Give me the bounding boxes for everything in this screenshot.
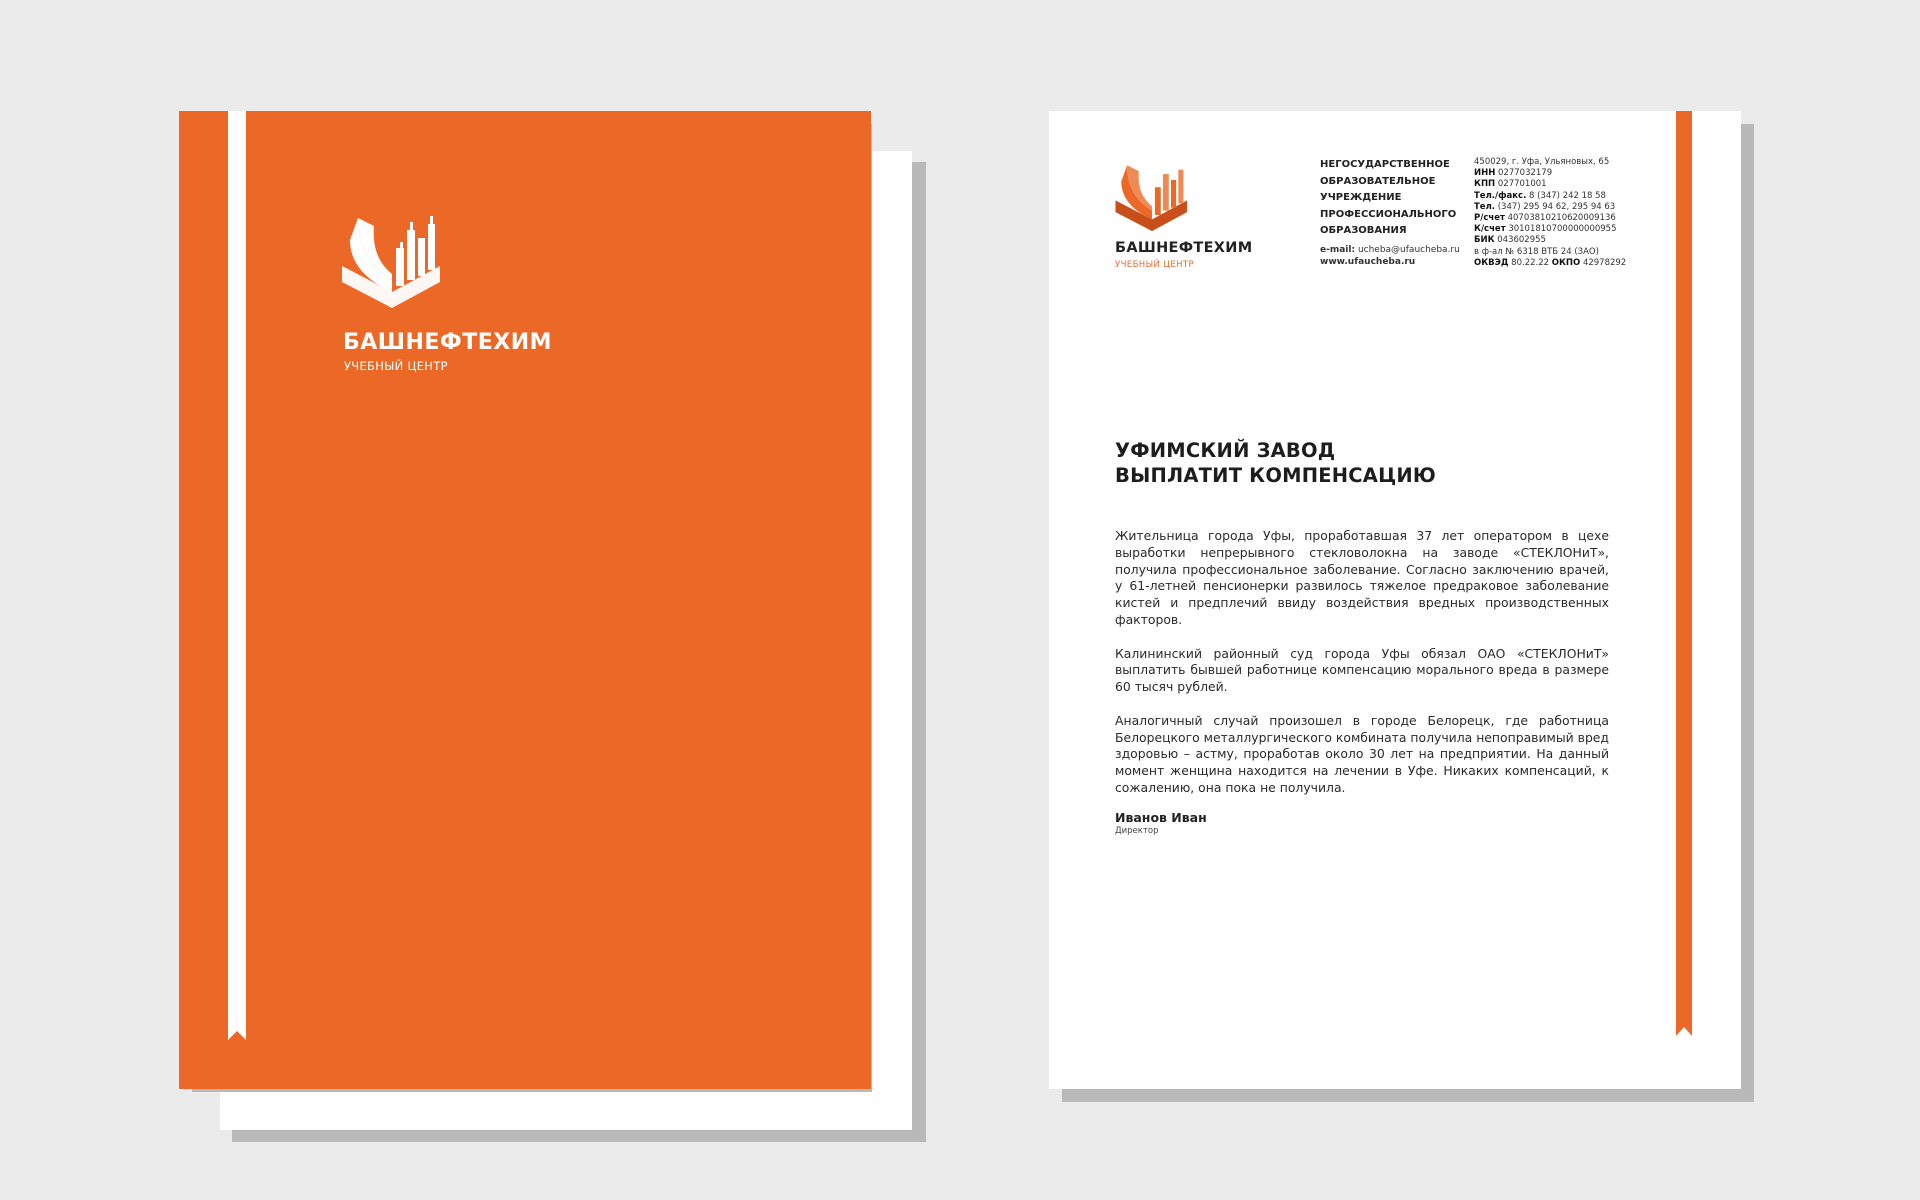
requisite-row: КПП 027701001 [1474, 179, 1547, 190]
document-title [1115, 438, 1535, 488]
org-line: УЧРЕЖДЕНИЕ [1320, 192, 1402, 203]
requisite-row: Тел. (347) 295 94 62, 295 94 63 [1474, 201, 1616, 212]
folder-cover [179, 111, 871, 1089]
requisite-row: Р/счет 40703810210620009136 [1474, 213, 1616, 224]
organization-name [1320, 157, 1460, 240]
org-line: НЕГОСУДАРСТВЕННОЕ [1320, 159, 1450, 170]
signature-role: Директор [1115, 826, 1159, 836]
org-line: ПРОФЕССИОНАЛЬНОГО [1320, 208, 1457, 220]
title-line: ВЫПЛАТИТ КОМПЕНСАЦИЮ [1115, 464, 1436, 487]
requisite-row: ИНН 0277032179 [1474, 168, 1553, 179]
org-line: ОБРАЗОВАТЕЛЬНОЕ [1320, 175, 1436, 187]
website-link[interactable]: www.ufaucheba.ru [1320, 256, 1416, 267]
document-body [1115, 528, 1609, 814]
email-value[interactable]: ucheba@ufaucheba.ru [1357, 245, 1460, 255]
email-label: e-mail: [1320, 245, 1356, 255]
contacts-block [1320, 245, 1460, 268]
letterhead-brand-subtitle: УЧЕБНЫЙ ЦЕНТР [1115, 260, 1195, 270]
letterhead-logo-icon [1114, 158, 1190, 234]
letterhead-bookmark-ribbon [1676, 111, 1692, 1036]
requisite-row: Тел./факс. 8 (347) 242 18 58 [1474, 190, 1606, 201]
cover-logo-icon [340, 208, 444, 312]
body-paragraph: Аналогичный случай произошел в городе Белорецк, где работница Белорецкого металлургического комбината получила непоправимый вред здоровью – астму, проработав около 30 лет на предприятии. На данный момент женщина находится на лечении в Уфе. Никаких компенсаций, к сожалению, она пока не получила. [1115, 712, 1609, 795]
bank-name: в ф-ал № 6318 ВТБ 24 (ЗАО) [1474, 246, 1599, 257]
requisite-row: К/счет 30101810700000000955 [1474, 224, 1617, 235]
body-paragraph: Жительница города Уфы, проработавшая 37 лет оператором в цехе выработки непрерывного стекловолокна на заводе «СТЕКЛОНиТ», получила профессиональное заболевание. Согласно заключению врачей, у 61-летней пенсионерки развилось тяжелое предраковое заболевание кистей и предплечий ввиду воздействия вредных производственных факторов. [1115, 528, 1609, 627]
cover-brand-subtitle: УЧЕБНЫЙ ЦЕНТР [344, 359, 448, 373]
org-line: ОБРАЗОВАНИЯ [1320, 225, 1407, 236]
body-paragraph: Калининский районный суд города Уфы обязал ОАО «СТЕКЛОНиТ» выплатить бывшей работнице компенсацию морального вреда в размере 60 тысяч рублей. [1115, 645, 1609, 695]
okved-okpo-row: ОКВЭД 80.22.22 ОКПО 42978292 [1474, 257, 1627, 268]
cover-bookmark-ribbon [228, 111, 246, 1040]
cover-brand-name: БАШНЕФТЕХИМ [343, 330, 553, 355]
signature-name: Иванов Иван [1115, 810, 1207, 825]
requisite-row: БИК 043602955 [1474, 235, 1546, 246]
address: 450029, г. Уфа, Ульяновых, 65 [1474, 157, 1610, 167]
title-line: УФИМСКИЙ ЗАВОД [1115, 439, 1336, 462]
letterhead-brand-name: БАШНЕФТЕХИМ [1115, 240, 1253, 256]
requisites-block [1474, 157, 1634, 269]
